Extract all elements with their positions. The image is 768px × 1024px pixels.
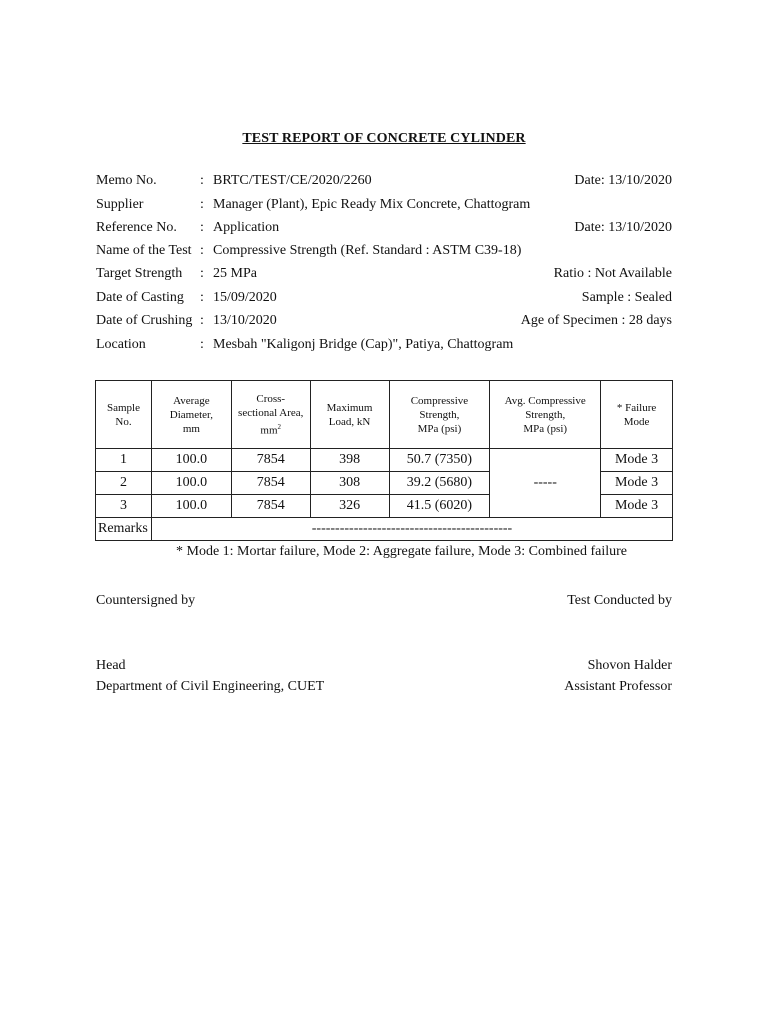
remarks-value: ------------------------------------------- [151, 518, 672, 541]
results-table [95, 380, 673, 541]
signatory-right-name: Shovon Halder [587, 658, 672, 673]
info-row-date-of-crushing [96, 313, 672, 333]
header-line: MPa (psi) [523, 422, 568, 435]
cell-mode: Mode 3 [601, 495, 673, 518]
header-line: Maximum [326, 401, 373, 414]
info-row-memo-no [96, 173, 672, 193]
info-row-test-name [96, 243, 672, 263]
cell-diameter: 100.0 [151, 495, 231, 518]
header-failure-mode [601, 381, 673, 449]
table-row [96, 449, 673, 472]
info-label: Target Strength [96, 266, 183, 281]
header-cross-sectional-area [231, 381, 310, 449]
info-label: Memo No. [96, 173, 157, 188]
remarks-row [96, 518, 673, 541]
header-line: Avg. Compressive [504, 394, 586, 407]
info-right-value: Date: 13/10/2020 [574, 173, 672, 188]
header-line: Sample [106, 401, 140, 414]
info-label: Date of Casting [96, 290, 184, 305]
header-compressive-strength [389, 381, 490, 449]
header-sample-no [96, 381, 152, 449]
cell-strength: 41.5 (6020) [389, 495, 490, 518]
header-line: * Failure [616, 401, 657, 414]
cell-sample: 1 [96, 449, 152, 472]
table-header-row [96, 381, 673, 449]
header-line: mm [260, 424, 278, 437]
signatory-left-name: Head [96, 658, 126, 673]
header-line: Compressive [410, 394, 469, 407]
signatory-left-title: Department of Civil Engineering, CUET [96, 679, 325, 694]
signatory-right-title: Assistant Professor [564, 679, 672, 694]
cell-mode: Mode 3 [601, 449, 673, 472]
info-label: Reference No. [96, 220, 177, 235]
info-value: 15/09/2020 [213, 290, 277, 305]
info-row-location [96, 337, 672, 357]
info-colon: : [200, 290, 204, 305]
info-value: BRTC/TEST/CE/2020/2260 [213, 173, 372, 188]
info-right-value: Age of Specimen : 28 days [520, 313, 672, 328]
header-line: Mode [623, 415, 650, 428]
info-right-value: Date: 13/10/2020 [574, 220, 672, 235]
header-line: Strength, [525, 408, 566, 421]
header-maximum-load [310, 381, 389, 449]
header-line: No. [115, 415, 132, 428]
info-colon: : [200, 220, 204, 235]
info-value: Mesbah "Kaligonj Bridge (Cap)", Patiya, Chattogram [213, 337, 514, 352]
info-label: Location [96, 337, 146, 352]
info-row-reference-no [96, 220, 672, 240]
info-right-value: Ratio : Not Available [553, 266, 672, 281]
cell-strength: 50.7 (7350) [389, 449, 490, 472]
cell-load: 308 [310, 472, 389, 495]
cell-avg-strength: ----- [490, 449, 601, 518]
header-superscript: 2 [277, 422, 282, 431]
info-colon: : [200, 266, 204, 281]
info-colon: : [200, 243, 204, 258]
cell-area: 7854 [231, 495, 310, 518]
info-row-supplier [96, 197, 672, 217]
header-line: Load, kN [328, 415, 371, 428]
cell-load: 398 [310, 449, 389, 472]
cell-mode: Mode 3 [601, 472, 673, 495]
info-colon: : [200, 173, 204, 188]
info-label: Supplier [96, 197, 144, 212]
remarks-label: Remarks [96, 518, 152, 541]
countersigned-caption: Countersigned by [96, 593, 196, 608]
header-line: mm [182, 422, 200, 435]
cell-sample: 2 [96, 472, 152, 495]
cell-area: 7854 [231, 472, 310, 495]
failure-mode-footnote: * Mode 1: Mortar failure, Mode 2: Aggregate failure, Mode 3: Combined failure [176, 544, 627, 559]
header-line: Diameter, [169, 408, 214, 421]
header-line: sectional Area, [238, 406, 304, 419]
report-title: TEST REPORT OF CONCRETE CYLINDER [242, 131, 526, 146]
info-right-value: Sample : Sealed [581, 290, 672, 305]
info-value: 13/10/2020 [213, 313, 277, 328]
header-line: Strength, [419, 408, 460, 421]
cell-load: 326 [310, 495, 389, 518]
header-line: MPa (psi) [417, 422, 462, 435]
header-line: Average [173, 394, 210, 407]
info-label: Date of Crushing [96, 313, 193, 328]
header-average-diameter [151, 381, 231, 449]
cell-area: 7854 [231, 449, 310, 472]
info-value: Manager (Plant), Epic Ready Mix Concrete, Chattogram [213, 197, 531, 212]
test-conducted-caption: Test Conducted by [567, 593, 672, 608]
cell-diameter: 100.0 [151, 449, 231, 472]
info-label: Name of the Test [96, 243, 192, 258]
info-value: Compressive Strength (Ref. Standard : ASTM C39-18) [213, 243, 522, 258]
info-row-target-strength [96, 266, 672, 286]
info-colon: : [200, 197, 204, 212]
cell-diameter: 100.0 [151, 472, 231, 495]
header-line: Cross- [256, 392, 286, 405]
cell-strength: 39.2 (5680) [389, 472, 490, 495]
info-value: 25 MPa [213, 266, 257, 281]
info-colon: : [200, 313, 204, 328]
header-avg-compressive-strength [490, 381, 601, 449]
info-colon: : [200, 337, 204, 352]
info-value: Application [213, 220, 280, 235]
cell-sample: 3 [96, 495, 152, 518]
info-row-date-of-casting [96, 290, 672, 310]
